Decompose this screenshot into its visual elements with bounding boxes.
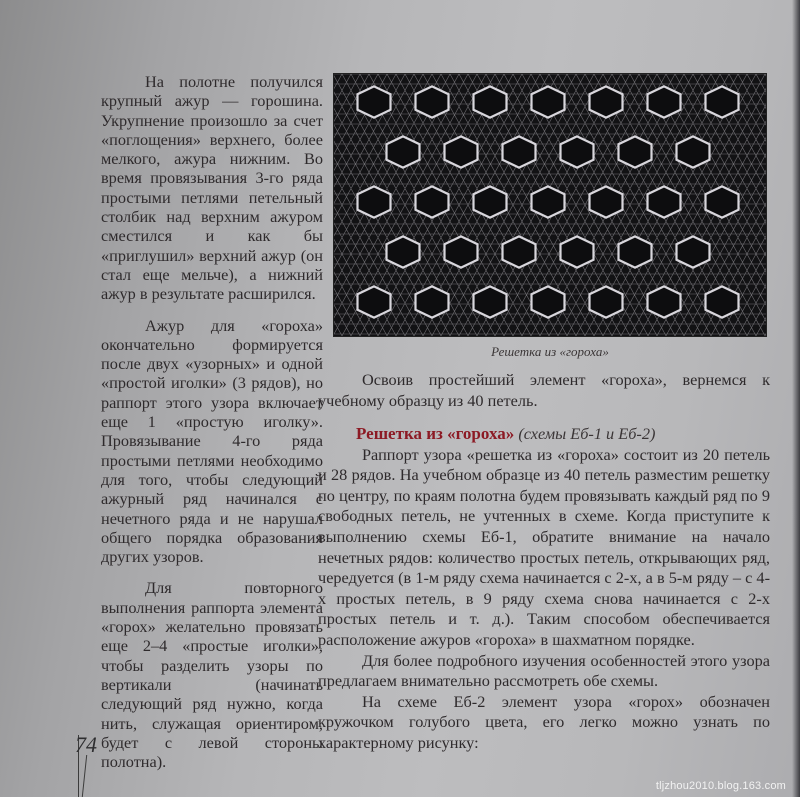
lace-pea-hole — [648, 286, 681, 317]
section-heading — [318, 424, 770, 445]
lace-pea-hole — [358, 286, 391, 317]
lace-pea-hole — [503, 136, 536, 167]
lace-pea-hole — [706, 186, 739, 217]
page-margin-line-2 — [82, 755, 87, 797]
pattern-section — [318, 424, 770, 754]
lace-pea-hole — [677, 136, 710, 167]
lace-pea-hole — [474, 186, 507, 217]
lace-pea-hole — [358, 186, 391, 217]
lace-pea-hole — [532, 86, 565, 117]
lace-pea-hole — [590, 86, 623, 117]
lace-pea-hole — [590, 186, 623, 217]
lace-pea-hole — [416, 186, 449, 217]
section-schemes-note: (схемы Еб-1 и Еб-2) — [518, 424, 656, 443]
lace-pea-hole — [648, 186, 681, 217]
lace-pea-hole — [474, 86, 507, 117]
watermark-text: tljzhou2010.blog.163.com — [655, 780, 786, 792]
page-number: 74 — [75, 732, 97, 757]
lace-pea-hole — [561, 136, 594, 167]
section-title: Решетка из «гороха» — [356, 424, 515, 443]
lace-pea-hole — [416, 86, 449, 117]
lace-pea-hole — [445, 236, 478, 267]
section-paragraph-3: На схеме Еб-2 элемент узора «горох» обозначен кружочком голубого цвета, его легко можно узнать по характерному рисунку: — [318, 691, 770, 752]
lace-pea-hole — [532, 186, 565, 217]
left-paragraph-1: На полотне получился крупный ажур — горошина. Укрупнение произошло за счет «поглощения» верхнего, более мелкого, ажура нижним. Во время провязывания 3-го ряда простыми петлями петельный столбик над верхним ажуром сместился и как бы «приглушил» верхний ажур (он стал еще мельче), а нижний ажур в результате расширился. — [101, 72, 323, 304]
lace-pea-hole — [387, 136, 420, 167]
lace-mesh-image — [334, 74, 766, 336]
left-paragraph-2: Ажур для «гороха» окончательно формируется после двух «узорных» и одной «простой иголки» (3 рядов), но раппорт этого узора включает еще 1 «простую иголку». Провязывание 4-го ряда простыми петлями необходимо для того, чтобы следующий ажурный ряд начинался с нечетного ряда и не нарушал общего порядка образования других узоров. — [101, 315, 323, 567]
lace-pea-hole — [503, 236, 536, 267]
lace-pea-hole — [706, 86, 739, 117]
section-paragraph-1: Раппорт узора «решетка из «гороха» состоит из 20 петель и 28 рядов. На учебном образце из 40 петель разместим решетку по центру, по краям полотна будем провязывать каждый ряд по 9 свободных петель, не учтенных в схеме. Когда приступите к выполнению схемы Еб-1, обратите внимание на начало нечетных рядов: количество простых петель, открывающих ряд, чередуется (в 1-м ряду схема начинается с 2-х, а в 5-м ряду – с 4-х простых петель, в 9 ряду схема снова начинается с 2-х простых петель и т. д.). Таким способом обеспечивается расположение ажуров «гороха» в шахматном порядке. — [318, 444, 770, 649]
figure-caption: Решетка из «гороха» — [491, 344, 609, 359]
lace-pea-hole — [648, 86, 681, 117]
lace-pea-hole — [706, 286, 739, 317]
lace-pea-hole — [387, 236, 420, 267]
section-paragraph-2: Для более подробного изучения особенностей этого узора предлагаем внимательно рассмотреть обе схемы. — [318, 650, 770, 691]
lace-pea-hole — [358, 86, 391, 117]
page-edge-shadow — [792, 0, 800, 797]
lace-pea-hole — [619, 236, 652, 267]
left-text-column — [101, 72, 323, 771]
left-paragraph-3: Для повторного выполнения раппорта элемента «горох» желательно провязать еще 2–4 «простые иголки», чтобы разделить узоры по вертикали (начинать следующий ряд нужно, когда нить, служащая ориентиром, будет с левой стороны полотна). — [101, 578, 323, 772]
intro-paragraph: Освоив простейший элемент «гороха», вернемся к учебному образцу из 40 петель. — [318, 370, 770, 410]
intro-paragraph-block — [318, 370, 770, 411]
lace-pea-hole — [561, 236, 594, 267]
lace-pea-hole — [416, 286, 449, 317]
lace-pea-hole — [532, 286, 565, 317]
lace-pea-hole — [590, 286, 623, 317]
lace-pea-hole — [445, 136, 478, 167]
lace-pea-hole — [474, 286, 507, 317]
lace-pattern-photo — [334, 74, 766, 336]
lace-pea-hole — [677, 236, 710, 267]
lace-pea-hole — [619, 136, 652, 167]
